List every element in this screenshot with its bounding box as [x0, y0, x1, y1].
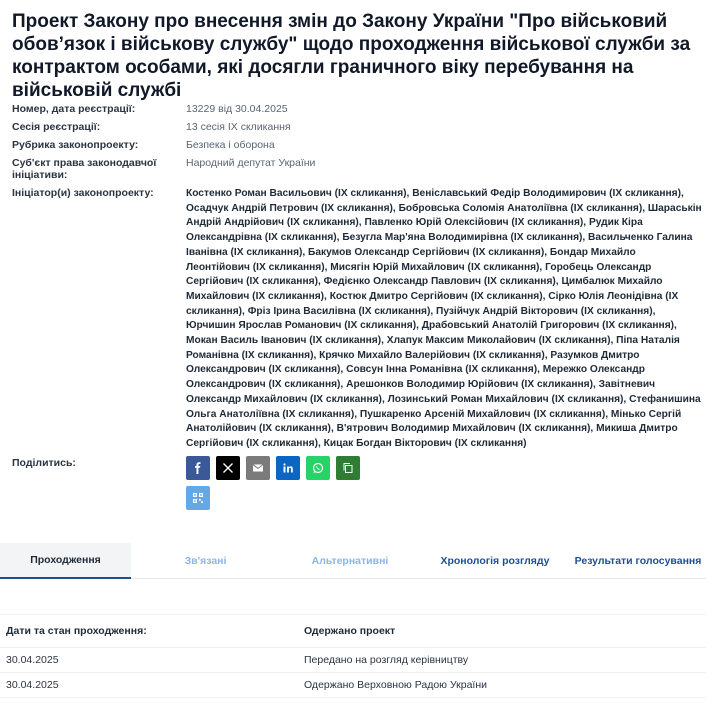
row-date: 30.04.2025 [6, 679, 59, 691]
session-row [12, 121, 702, 139]
row-date: 30.04.2025 [6, 654, 59, 666]
copy-icon [342, 462, 354, 474]
rubric-label: Рубрика законопроекту: [12, 139, 139, 151]
initiators-label: Ініціатор(и) законопроекту: [12, 187, 154, 199]
mail-icon [252, 462, 264, 474]
table-row [0, 673, 706, 698]
table-row [0, 648, 706, 673]
qr-code-button[interactable] [186, 486, 210, 510]
whatsapp-share-button[interactable] [306, 456, 330, 480]
qr-code-icon [192, 492, 204, 504]
registration-value: 13229 від 30.04.2025 [186, 103, 288, 115]
bill-metadata [12, 103, 702, 183]
copy-link-button[interactable] [336, 456, 360, 480]
tab-related[interactable]: Зв'язані [184, 555, 227, 567]
rubric-value: Безпека і оборона [186, 139, 275, 151]
date-status-header: Дати та стан проходження: [6, 625, 147, 637]
progress-table [0, 614, 706, 698]
table-header [0, 614, 706, 648]
share-section [12, 456, 702, 510]
received-header: Одержано проект [304, 625, 396, 637]
tab-alternative[interactable]: Альтернативні [311, 555, 389, 567]
tab-voting-results[interactable]: Результати голосування [574, 555, 702, 567]
email-share-button[interactable] [246, 456, 270, 480]
linkedin-share-button[interactable] [276, 456, 300, 480]
subject-row [12, 157, 702, 183]
initiators-row [12, 187, 702, 452]
initiators-list: Костенко Роман Васильович (IX скликання), Веніславський Федір Володимирович (IX скликання), Осадчук Андрій Петрович (IX скликання), Бобровська Соломія Анатоліївна (IX скликання), Шараськін Андрій Андрійович (IX скликання), Павленко Юрій Олексійович (IX скликання), Рудик Кіра Олександрівна (IX скликання), Безугла Мар'яна Володимирівна (IX скликання), Васильченко Галина Іванівна (IX скликання), Бакумов Олександр Сергійович (IX скликання), Бондар Михайло Леонтійович (IX скликання), Мисягін Юрій Михайлович (IX скликання), Горобець Олександр Сергійович (IX скликання), Федієнко Олександр Павлович (IX скликання), Цимбалюк Михайло Михайлович (IX скликання), Костюк Дмитро Сергійович (IX скликання), Сірко Юлія Леонідівна (IX скликання), Фріз Ірина Василівна (IX скликання), Пузійчук Андрій Вікторович (IX скликання), Юрчишин Ярослав Романович (IX скликання), Драбовський Анатолій Григорович (IX скликання), Мокан Василь Іванович (IX скликання), Хлапук Максим Миколайович (IX скликання), Піпа Наталія Романівна (IX скликання), Крячко Михайло Валерійович (IX скликання), Разумков Дмитро Олександрович (IX скликання), Совсун Інна Романівна (IX скликання), Мережко Олександр Олександрович (IX скликання), Арешонков Володимир Юрійович (IX скликання), Завітневич Олександр Михайлович (IX скликання), Лозинський Роман Михайлович (IX скликання), Стефанишина Ольга Анатоліївна (IX скликання), Пушкаренко Арсеній Михайлович (IX скликання), Мінько Сергій Анатолійович (IX скликання), В'ятрович Володимир Михайлович (IX скликання), Микиша Дмитро Сергійович (IX скликання), Кицак Богдан Вікторович (IX скликання) [186, 188, 702, 449]
subject-value: Народний депутат України [186, 157, 316, 169]
linkedin-icon [282, 462, 294, 474]
row-status: Одержано Верховною Радою України [304, 679, 488, 691]
row-status: Передано на розгляд керівництву [304, 654, 469, 666]
facebook-icon [192, 462, 204, 474]
registration-label: Номер, дата реєстрації: [12, 103, 136, 115]
rubric-row [12, 139, 702, 157]
registration-row [12, 103, 702, 121]
x-icon [222, 462, 234, 474]
session-label: Сесія реєстрації: [12, 121, 101, 133]
share-label: Поділитись: [12, 457, 76, 469]
bill-tabs [0, 543, 706, 579]
session-value: 13 сесія IX скликання [186, 121, 291, 133]
tab-progress[interactable]: Проходження [0, 543, 131, 579]
x-share-button[interactable] [216, 456, 240, 480]
share-buttons [186, 456, 360, 510]
facebook-share-button[interactable] [186, 456, 210, 480]
page-title: Проект Закону про внесення змін до Закону України "Про військовий обов’язок і військову службу" щодо проходження військової служби за контрактом особами, які досягли граничного віку перебування на військовій службі [12, 11, 691, 101]
tab-chronology[interactable]: Хронологія розгляду [440, 555, 550, 567]
subject-label: Суб'єкт права законодавчої ініціативи: [12, 157, 157, 181]
whatsapp-icon [312, 462, 324, 474]
